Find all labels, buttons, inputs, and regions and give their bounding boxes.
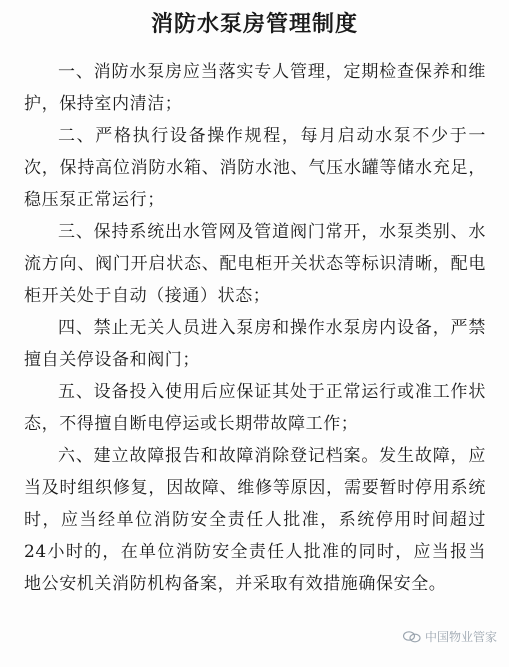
paragraph-6: 六、建立故障报告和故障消除登记档案。发生故障，应当及时组织修复，因故障、维修等原因，需要暂时停用系统时，应当经单位消防安全责任人批准，系统停用时间超过24小时的，在单位消防安全责任人批准的同时，应当报当地公安机关消防机构备案，并采取有效措施确保安全。 [24, 446, 486, 594]
watermark [403, 628, 497, 645]
paragraph-3: 三、保持系统出水管网及管道阀门常开，水泵类别、水流方向、阀门开启状态、配电柜开关状态等标识清晰，配电柜开关处于自动（接通）状态； [24, 222, 486, 306]
document-body [24, 56, 486, 600]
paragraph-4: 四、禁止无关人员进入泵房和操作水泵房内设备，严禁擅自关停设备和阀门； [24, 318, 486, 370]
paragraph-5: 五、设备投入使用后应保证其处于正常运行或准工作状态，不得擅自断电停运或长期带故障工作； [24, 382, 486, 434]
document-title: 消防水泵房管理制度 [150, 12, 358, 37]
watermark-text: 中国物业管家 [424, 630, 497, 644]
paragraph-2: 二、严格执行设备操作规程，每月启动水泵不少于一次，保持高位消防水箱、消防水池、气压水罐等储水充足，稳压泵正常运行； [24, 126, 486, 210]
paragraph-1: 一、消防水泵房应当落实专人管理，定期检查保养和维护，保持室内清洁； [24, 62, 486, 114]
wechat-logo-icon [403, 631, 421, 643]
